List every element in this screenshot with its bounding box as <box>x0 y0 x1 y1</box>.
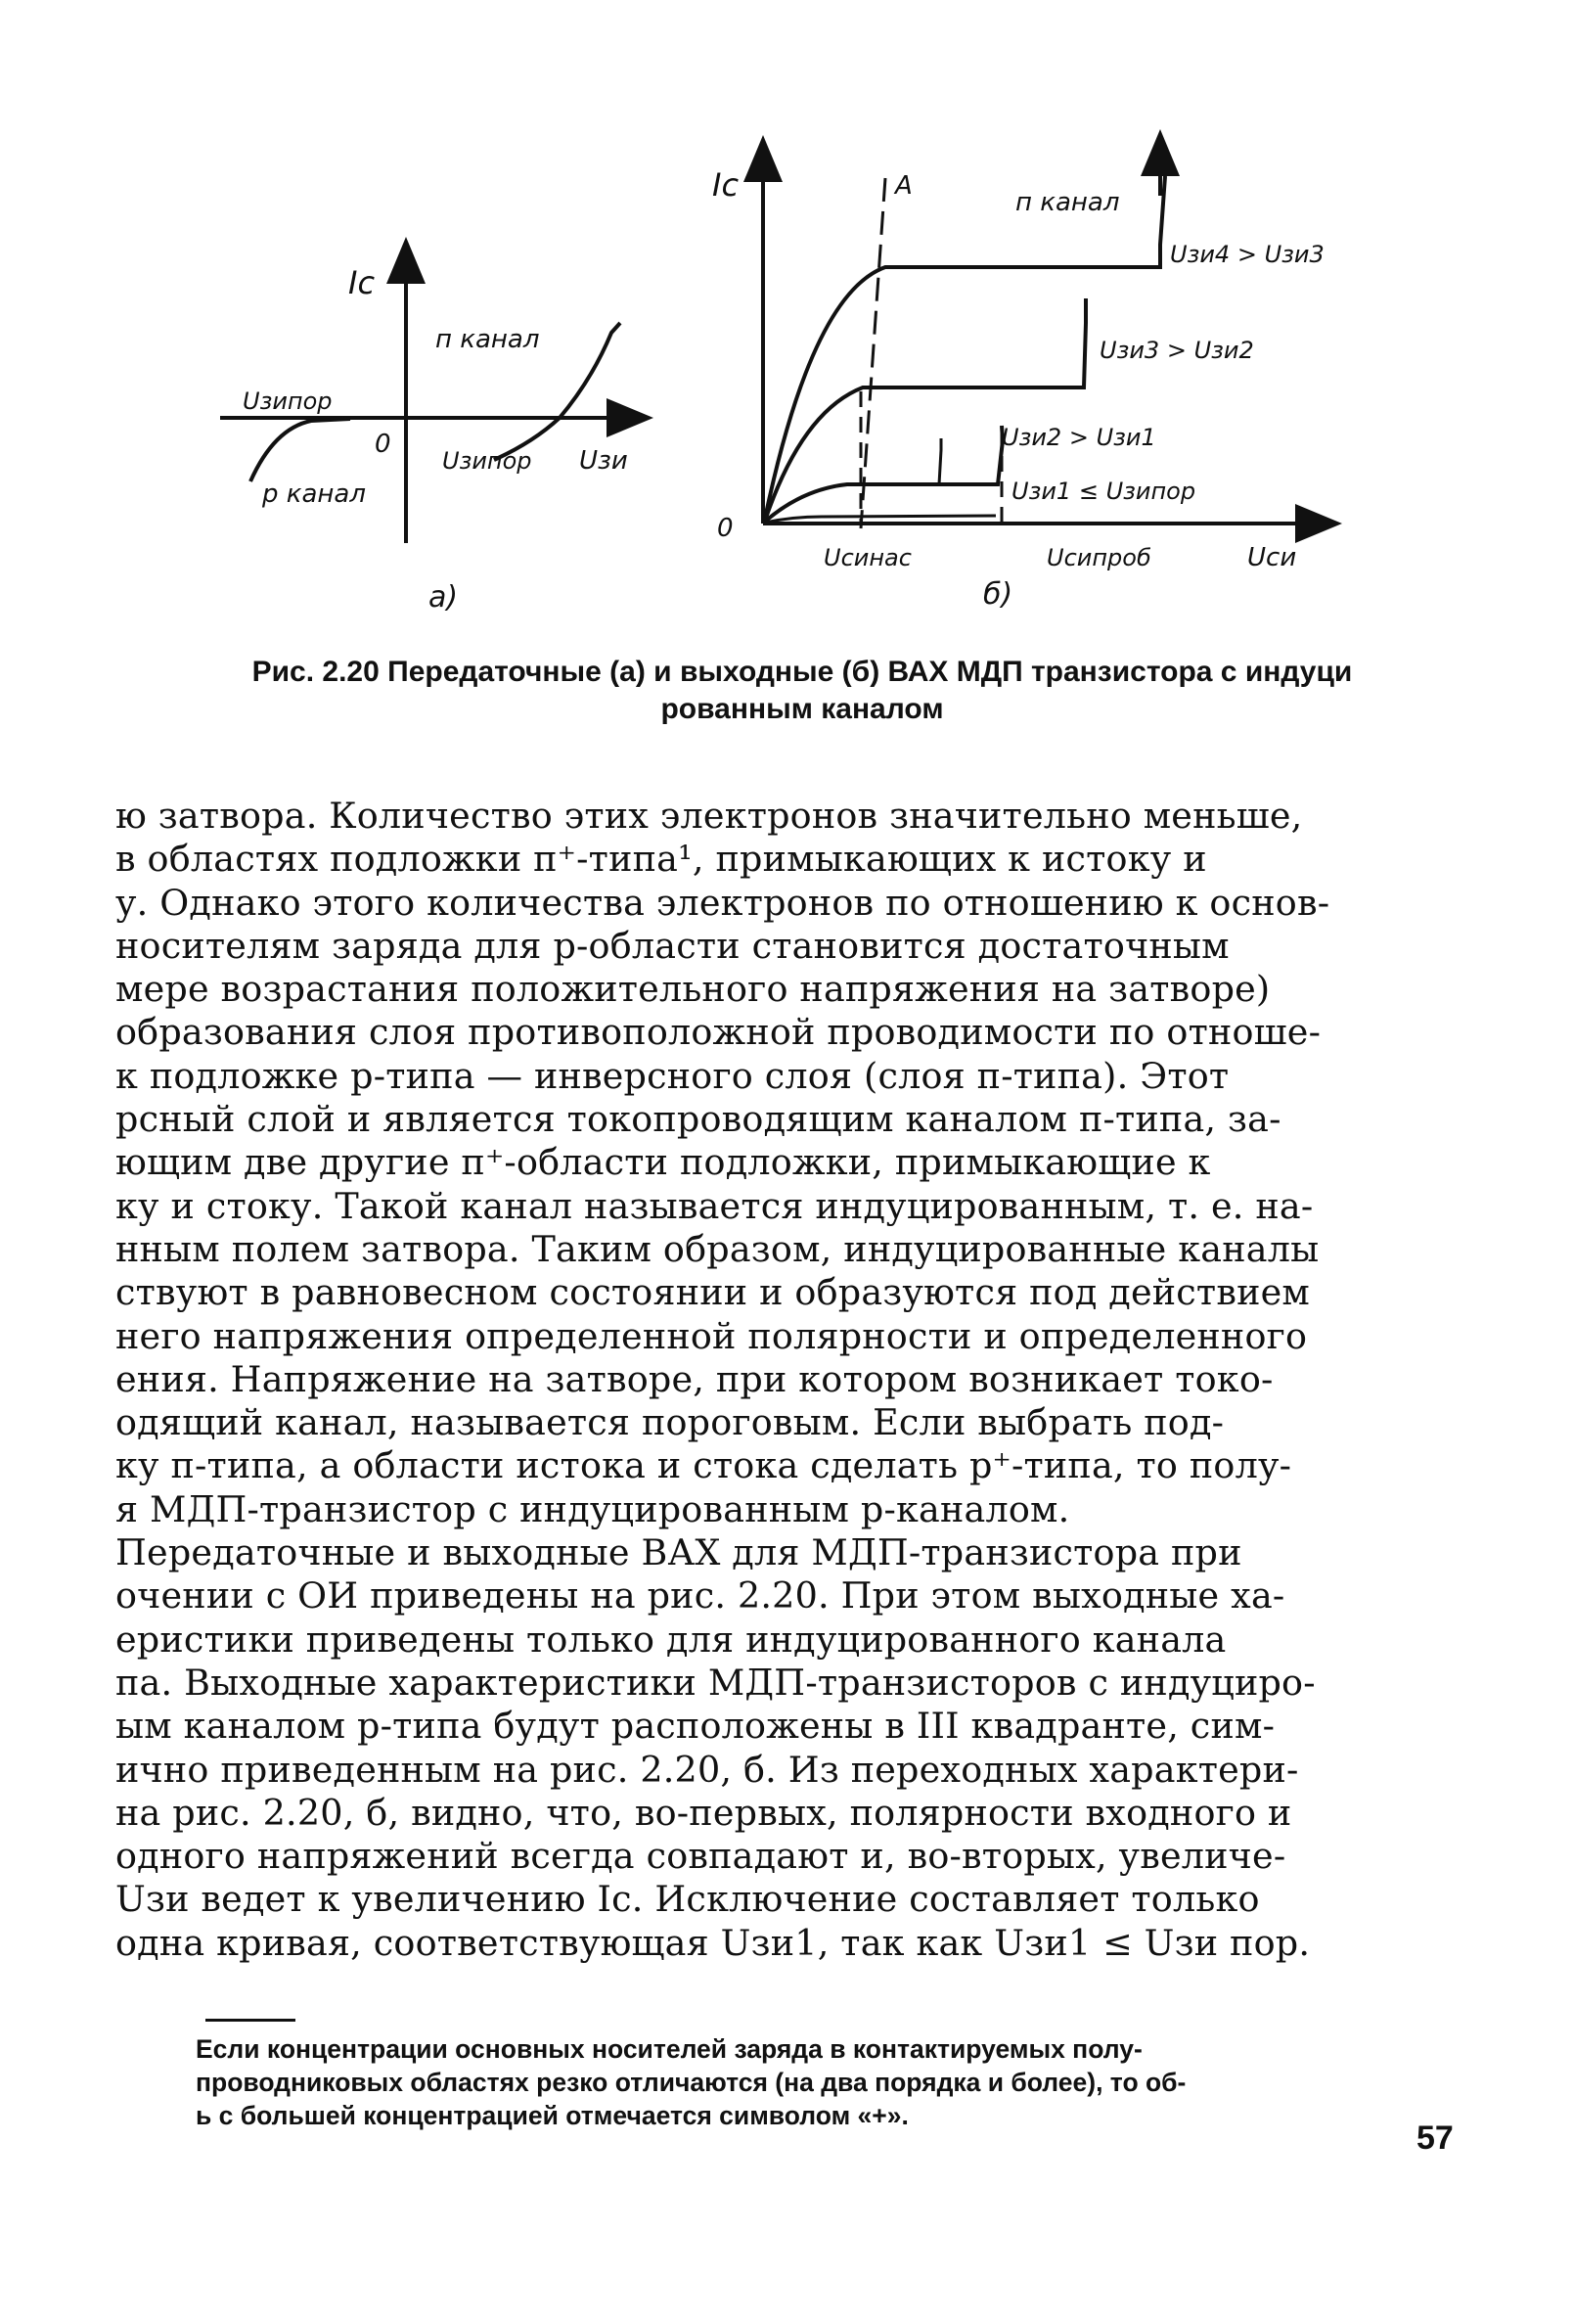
body-line: рсный слой и является токопроводящим каналом п-типа, за- <box>115 1098 1281 1141</box>
figure-caption <box>147 654 1458 728</box>
fig-b-curve2-label: Uзи2 > Uзи1 <box>1002 424 1156 451</box>
fig-a-uthr-left: Uзипор <box>243 387 333 415</box>
fig-b-y-label: Iс <box>712 166 740 204</box>
fig-a-origin: 0 <box>375 430 391 459</box>
fig-b-x-breakdown-label: Uсипроб <box>1047 544 1151 571</box>
body-line: него напряжения определенной полярности и определенного <box>115 1314 1308 1357</box>
fig-b-curve1-label: Uзи1 ≤ Uзипор <box>1011 478 1196 505</box>
body-line: носителям заряда для р-области становится достаточным <box>115 924 1230 967</box>
footnote-rule <box>205 2019 295 2022</box>
footnote-line-2: проводниковых областях резко отличаются (на два порядка и более), то об- <box>196 2068 1187 2097</box>
body-line: я МДП-транзистор с индуцированным р-каналом. <box>115 1487 1070 1530</box>
page-number: 57 <box>1416 2119 1454 2157</box>
footnote-line-1: Если концентрации основных носителей заряда в контактируемых полу- <box>196 2034 1143 2064</box>
body-line: па. Выходные характеристики МДП-транзисторов с индуциро- <box>115 1661 1316 1704</box>
fig-b-x-label: Uси <box>1247 543 1297 572</box>
fig-b-curve4-label: Uзи4 > Uзи3 <box>1170 241 1325 268</box>
body-line: на рис. 2.20, б, видно, что, во-первых, полярности входного и <box>115 1791 1292 1834</box>
caption-line-1: Рис. 2.20 Передаточные (а) и выходные (б) ВАХ МДП транзистора с индуци <box>251 656 1353 688</box>
fig-a-n-channel-label: п канал <box>435 325 540 354</box>
body-line: еристики приведены только для индуцированного канала <box>115 1618 1227 1661</box>
fig-a-y-label: Iс <box>348 264 376 301</box>
fig-b-sublabel: б) <box>983 577 1013 612</box>
fig-b-curve-uzi2-inner <box>939 438 941 484</box>
fig-b-curve3-label: Uзи3 > Uзи2 <box>1100 337 1254 364</box>
fig-b-label-A: А <box>895 171 913 201</box>
fig-a-sublabel: а) <box>428 580 459 615</box>
body-line: ым каналом р-типа будут расположены в III квадранте, сим- <box>115 1705 1276 1748</box>
body-line: ю затвора. Количество этих электронов значительно меньше, <box>115 795 1303 837</box>
fig-a-p-channel-curve <box>250 419 350 481</box>
body-line: ствуют в равновесном состоянии и образуются под действием <box>115 1271 1310 1314</box>
footnote <box>196 2032 1467 2132</box>
fig-b-curve-uzi1 <box>765 516 996 523</box>
figure-a <box>220 256 634 615</box>
body-line: Передаточные и выходные ВАХ для МДП-транзистора при <box>115 1531 1242 1574</box>
fig-b-saturation-boundary <box>861 178 885 528</box>
fig-b-origin: 0 <box>717 514 734 543</box>
body-line: ку и стоку. Такой канал называется индуцированным, т. е. на- <box>115 1184 1314 1227</box>
figure-b <box>712 149 1325 612</box>
body-text <box>115 795 1470 1965</box>
body-line: ения. Напряжение на затворе, при котором возникает токо- <box>115 1357 1274 1400</box>
caption-line-2: рованным каналом <box>660 693 944 725</box>
figure-2-20 <box>0 0 1573 626</box>
body-line: в областях подложки п⁺-типа¹, примыкающих к истоку и <box>115 838 1207 881</box>
body-line: одна кривая, соответствующая Uзи1, так как Uзи1 ≤ Uзи пор. <box>115 1921 1311 1964</box>
body-line: образования слоя противоположной проводимости по отноше- <box>115 1011 1322 1054</box>
body-line: одящий канал, называется пороговым. Если выбрать под- <box>115 1401 1225 1444</box>
body-line: у. Однако этого количества электронов по отношению к основ- <box>115 881 1330 924</box>
fig-a-uthr-right: Uзипор <box>442 447 532 475</box>
fig-b-x-sat-label: Uсинас <box>824 544 912 571</box>
fig-a-x-label: Uзи <box>579 446 628 476</box>
body-line: ющим две другие п⁺-области подложки, примыкающие к <box>115 1141 1211 1184</box>
body-line: нным полем затвора. Таким образом, индуцированные каналы <box>115 1227 1320 1270</box>
body-line: одного напряжений всегда совпадают и, во-вторых, увеличе- <box>115 1835 1286 1878</box>
body-line: Uзи ведет к увеличению Iс. Исключение составляет только <box>115 1878 1260 1921</box>
body-line: к подложке р-типа — инверсного слоя (слоя п-типа). Этот <box>115 1054 1230 1097</box>
fig-b-n-channel-label: п канал <box>1015 188 1120 217</box>
fig-a-p-channel-label: р канал <box>262 479 366 509</box>
body-line: очении с ОИ приведены на рис. 2.20. При этом выходные ха- <box>115 1574 1285 1618</box>
body-line: ку п-типа, а области истока и стока сделать р⁺-типа, то полу- <box>115 1444 1292 1487</box>
body-line: ично приведенным на рис. 2.20, б. Из переходных характери- <box>115 1748 1299 1791</box>
body-line: мере возрастания положительного напряжения на затворе) <box>115 968 1271 1011</box>
footnote-line-3: ь с большей концентрацией отмечается символом «+». <box>196 2101 909 2130</box>
